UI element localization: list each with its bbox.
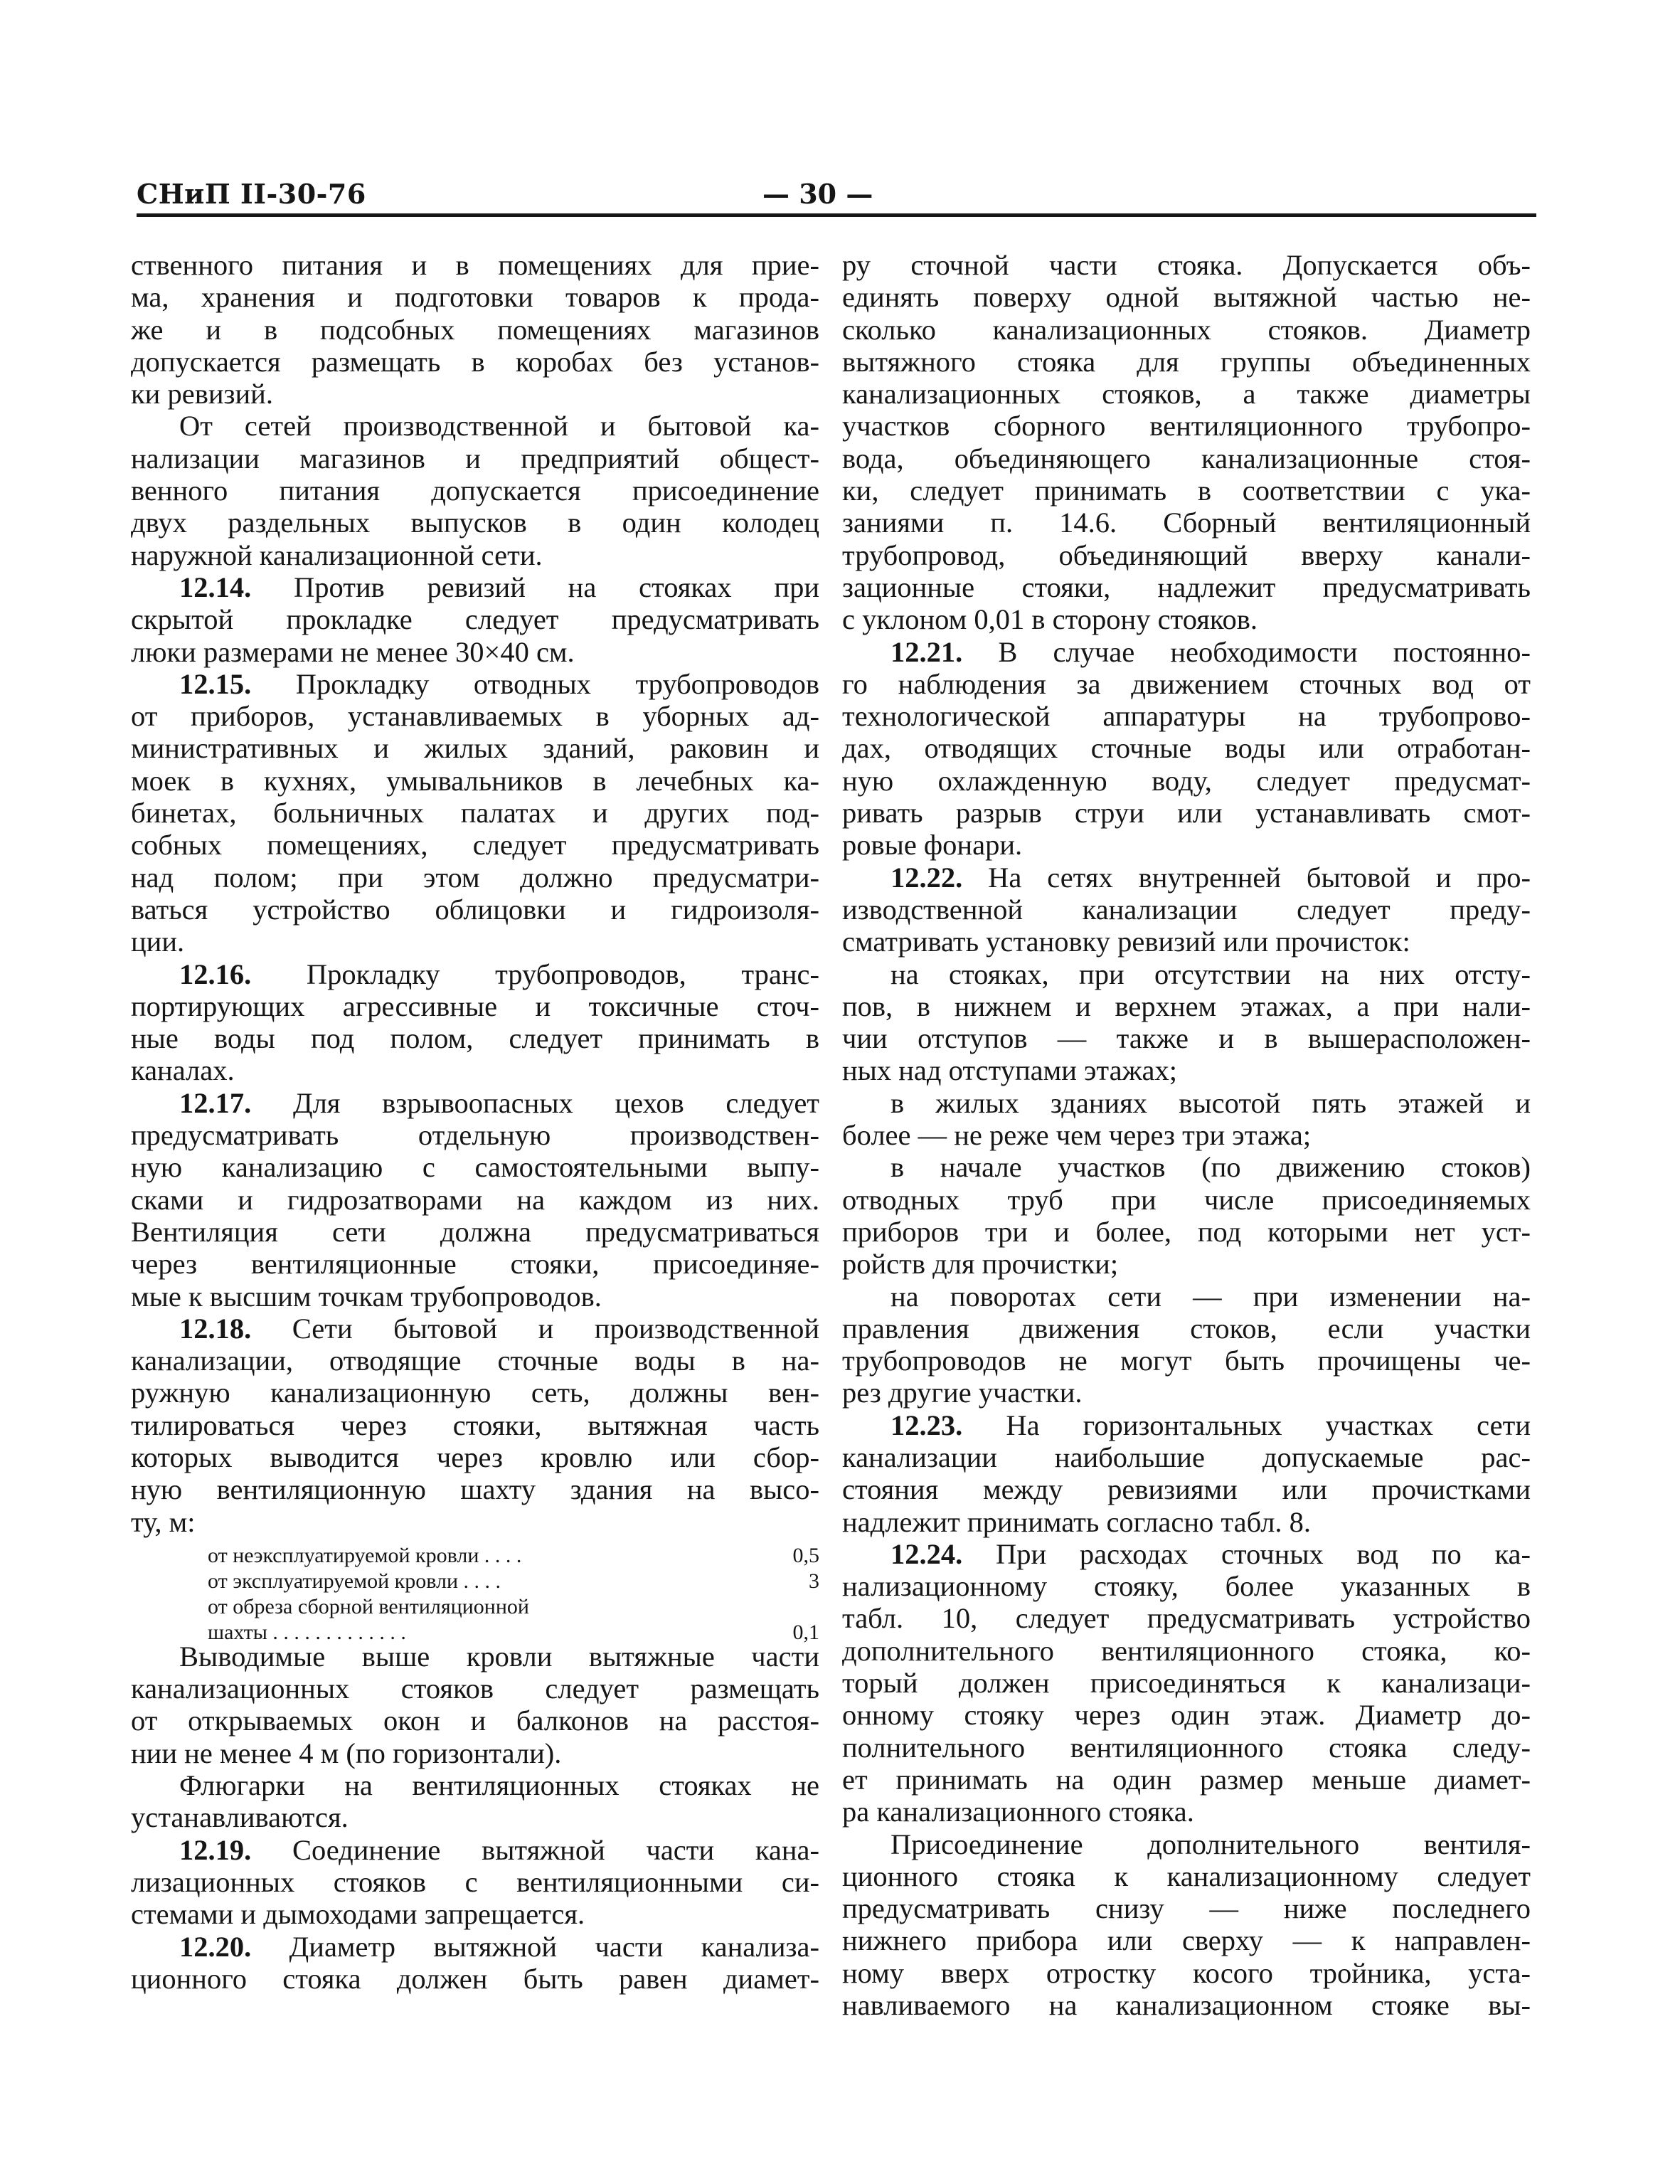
text-line: люки размерами не менее 30×40 см.	[131, 635, 575, 668]
text-line: от приборов, устанавливаемых в уборных ад-	[131, 700, 819, 733]
text-line: На горизонтальных участках сети	[1006, 1409, 1531, 1441]
text-line: в начале участков (по движению стоков)	[890, 1151, 1531, 1184]
text-line: дах, отводящих сточные воды или отработан-	[842, 732, 1531, 765]
document-code: СНиП II-30-76	[137, 178, 366, 210]
clause-number: 12.19.	[179, 1833, 252, 1866]
text-line: венного питания допускается присоединение	[131, 475, 819, 507]
clause-12-22	[842, 862, 1531, 894]
list-item	[131, 1615, 819, 1644]
text-line: приборов три и более, под которыми нет уст-	[842, 1215, 1531, 1248]
text-line: ет принимать на один размер меньше диамет-	[842, 1763, 1531, 1796]
text-line: нализационному стояку, более указанных в	[842, 1570, 1531, 1603]
clause-number: 12.14.	[179, 571, 252, 603]
text-line: ра канализационного стояка.	[842, 1796, 1194, 1828]
text-line: онному стояку через один этаж. Диаметр до-	[842, 1699, 1531, 1732]
text-line: Прокладку трубопроводов, транс-	[306, 958, 819, 990]
clause-12-24	[842, 1538, 1531, 1570]
text-line: зационные стояки, надлежит предусматривать	[842, 571, 1531, 603]
text-line: изводственной канализации следует преду-	[842, 893, 1531, 926]
text-line: ственного питания и в помещениях для прие-	[131, 249, 819, 281]
header-rule	[137, 213, 1536, 217]
text-line: ки, следует принимать в соответствии с ука-	[842, 475, 1531, 507]
text-line: чии отступов — также и в вышерасположен-	[842, 1022, 1531, 1055]
text-line: сками и гидрозатворами на каждом из них.	[131, 1183, 819, 1216]
list-label: от неэксплуатируемой кровли . . . .	[208, 1543, 522, 1567]
text-line: ружную канализационную сеть, должны вен-	[131, 1377, 819, 1409]
clause-number: 12.17.	[179, 1086, 252, 1119]
clause-number: 12.21.	[890, 635, 963, 668]
text-line: единять поверху одной вытяжной частью не-	[842, 281, 1531, 314]
text-line: ки ревизий.	[131, 378, 273, 410]
text-line: с уклоном 0,01 в сторону стояков.	[842, 603, 1258, 636]
text-line: министративных и жилых зданий, раковин и	[131, 732, 819, 765]
text-line: вытяжного стояка для группы объединенных	[842, 345, 1531, 378]
clause-number: 12.16.	[179, 958, 252, 990]
text-line: устанавливаются.	[131, 1801, 349, 1834]
text-line: через вентиляционные стояки, присоединяе-	[131, 1248, 819, 1281]
clause-12-18	[131, 1313, 819, 1345]
clause-number: 12.23.	[890, 1409, 963, 1441]
text-line: торый должен присоединяться к канализаци-	[842, 1667, 1531, 1700]
text-line: трубопровод, объединяющий вверху канали-	[842, 539, 1531, 571]
text-line: стояния между ревизиями или прочистками	[842, 1473, 1531, 1506]
text-line: канализационных стояков, а также диаметры	[842, 378, 1531, 410]
text-line: предусматривать отдельную производствен-	[131, 1119, 819, 1152]
clause-12-21	[842, 636, 1531, 668]
text-line: собных помещениях, следует предусматривать	[131, 829, 819, 862]
text-line: лизационных стояков с вентиляционными си-	[131, 1865, 819, 1898]
clause-number: 12.20.	[179, 1930, 252, 1963]
text-line: Против ревизий на стояках при	[294, 571, 819, 603]
text-line: дополнительного вентиляционного стояка, ко-	[842, 1634, 1531, 1667]
text-line: рез другие участки.	[842, 1377, 1083, 1409]
text-line: каналах.	[131, 1054, 235, 1087]
text-line: над полом; при этом должно предусматри-	[131, 861, 819, 894]
text-line: тилироваться через стояки, вытяжная часть	[131, 1409, 819, 1441]
text-line: более — не реже чем через три этажа;	[842, 1119, 1312, 1152]
left-column	[131, 249, 819, 2070]
text-line: Флюгарки на вентиляционных стояках не	[179, 1769, 819, 1802]
list-label: шахты . . . . . . . . . . . . .	[208, 1620, 406, 1644]
text-line: Присоединение дополнительного вентиля-	[890, 1828, 1531, 1860]
text-line: При расходах сточных вод по ка-	[996, 1537, 1531, 1570]
text-line: ные воды под полом, следует принимать в	[131, 1022, 819, 1055]
list-value: 0,5	[792, 1543, 819, 1567]
text-line: нализации магазинов и предприятий общест-	[131, 442, 819, 475]
text-line: Прокладку отводных трубопроводов	[295, 667, 820, 700]
list-label: от эксплуатируемой кровли . . . .	[208, 1569, 501, 1593]
text-line: полнительного вентиляционного стояка следу-	[842, 1731, 1531, 1764]
clause-number: 12.18.	[179, 1312, 252, 1345]
text-line: навливаемого на канализационном стояке вы-	[842, 1989, 1531, 2022]
text-line: на стояках, при отсутствии на них отсту-	[890, 958, 1531, 990]
text-line: ную канализацию с самостоятельными выпу-	[131, 1151, 819, 1184]
text-line: нии не менее 4 м (по горизонтали).	[131, 1737, 562, 1769]
text-line: Сети бытовой и производственной	[292, 1312, 819, 1345]
text-line: От сетей производственной и бытовой ка-	[179, 410, 819, 442]
clause-number: 12.24.	[890, 1537, 963, 1570]
text-line: двух раздельных выпусков в один колодец	[131, 507, 819, 539]
page-number: — 30 —	[762, 178, 873, 210]
text-line: от открываемых окон и балконов на расстоя-	[131, 1705, 819, 1737]
text-line: стемами и дымоходами запрещается.	[131, 1898, 585, 1931]
text-line: заниями п. 14.6. Сборный вентиляционный	[842, 507, 1531, 539]
text-line: трубопроводов не могут быть прочищены че-	[842, 1345, 1531, 1377]
text-line: участков сборного вентиляционного трубопро-	[842, 410, 1531, 442]
text-line: сматривать установку ревизий или прочисток:	[842, 926, 1410, 958]
clause-12-17	[131, 1087, 819, 1119]
text-line: наружной канализационной сети.	[131, 539, 543, 571]
text-line: вода, объединяющего канализационные стоя-	[842, 442, 1531, 475]
list-value: 0,1	[792, 1620, 819, 1644]
text-line: же и в подсобных помещениях магазинов	[131, 313, 819, 346]
list-value: 3	[809, 1569, 819, 1593]
clause-12-23	[842, 1409, 1531, 1441]
text-line: ную вентиляционную шахту здания на высо-	[131, 1473, 819, 1506]
text-line: в жилых зданиях высотой пять этажей и	[890, 1086, 1531, 1119]
text-line: портирующих агрессивные и токсичные сточ-	[131, 990, 819, 1022]
text-line: На сетях внутренней бытовой и про-	[988, 861, 1531, 894]
text-line: Выводимые выше кровли вытяжные части	[179, 1640, 819, 1673]
text-line: скрытой прокладке следует предусматривать	[131, 603, 819, 636]
clause-12-14	[131, 571, 819, 603]
text-line: ционного стояка должен быть равен диамет-	[131, 1962, 819, 1995]
text-line: Диаметр вытяжной части канализа-	[289, 1930, 819, 1963]
text-line: правления движения стоков, если участки	[842, 1312, 1531, 1345]
text-line: надлежит принимать согласно табл. 8.	[842, 1505, 1312, 1538]
text-line: ции.	[131, 926, 185, 958]
text-line: сколько канализационных стояков. Диаметр	[842, 313, 1531, 346]
text-line: мые к высшим точкам трубопроводов.	[131, 1280, 602, 1313]
text-line: предусматривать снизу — ниже последнего	[842, 1892, 1531, 1925]
text-line: ру сточной части стояка. Допускается объ-	[842, 249, 1531, 281]
text-line: Для взрывоопасных цехов следует	[292, 1086, 820, 1119]
right-column	[842, 249, 1531, 2070]
text-line: отводных труб при числе присоединяемых	[842, 1183, 1531, 1216]
list-item	[131, 1589, 819, 1618]
text-line: го наблюдения за движением сточных вод от	[842, 667, 1531, 700]
text-line: ную охлажденную воду, следует предусмат-	[842, 764, 1531, 797]
clause-12-16	[131, 958, 819, 990]
list-item	[131, 1538, 819, 1567]
clause-12-19	[131, 1834, 819, 1866]
text-line: которых выводится через кровлю или сбор-	[131, 1441, 819, 1473]
text-line: технологической аппаратуры на трубопрово-	[842, 700, 1531, 733]
text-line: бинетах, больничных палатах и других под-	[131, 797, 819, 829]
text-line: ных над отступами этажах;	[842, 1054, 1178, 1087]
text-line: ному вверх отростку косого тройника, уста-	[842, 1956, 1531, 1989]
list-item	[131, 1564, 819, 1593]
text-line: пов, в нижнем и верхнем этажах, а при нали-	[842, 990, 1531, 1022]
text-line: допускается размещать в коробах без установ-	[131, 345, 819, 378]
text-line: ваться устройство облицовки и гидроизоля-	[131, 893, 819, 926]
text-line: Вентиляция сети должна предусматриваться	[131, 1215, 819, 1248]
text-line: канализации, отводящие сточные воды в на-	[131, 1345, 819, 1377]
text-line: ционного стояка к канализационному следует	[842, 1860, 1531, 1892]
text-line: на поворотах сети — при изменении на-	[890, 1280, 1531, 1313]
text-line: ровые фонари.	[842, 829, 1023, 862]
text-line: моек в кухнях, умывальников в лечебных ка-	[131, 764, 819, 797]
text-line: В случае необходимости постоянно-	[998, 635, 1531, 668]
clause-number: 12.22.	[890, 861, 963, 894]
clause-number: 12.15.	[179, 667, 252, 700]
text-line: ту, м:	[131, 1505, 196, 1538]
text-line: нижнего прибора или сверху — к направлен-	[842, 1924, 1531, 1957]
text-line: канализационных стояков следует размещать	[131, 1673, 819, 1705]
text-line: ривать разрыв струи или устанавливать смот-	[842, 797, 1531, 829]
text-line: канализации наибольшие допускаемые рас-	[842, 1441, 1531, 1473]
text-line: ройств для прочистки;	[842, 1248, 1119, 1281]
text-line: Соединение вытяжной части кана-	[292, 1833, 820, 1866]
clause-12-20	[131, 1931, 819, 1963]
text-line: ма, хранения и подготовки товаров к прода-	[131, 281, 819, 314]
clause-12-15	[131, 668, 819, 700]
text-line: табл. 10, следует предусматривать устройство	[842, 1602, 1531, 1635]
heights-list	[131, 1538, 819, 1644]
list-label: от обреза сборной вентиляционной	[208, 1594, 529, 1618]
